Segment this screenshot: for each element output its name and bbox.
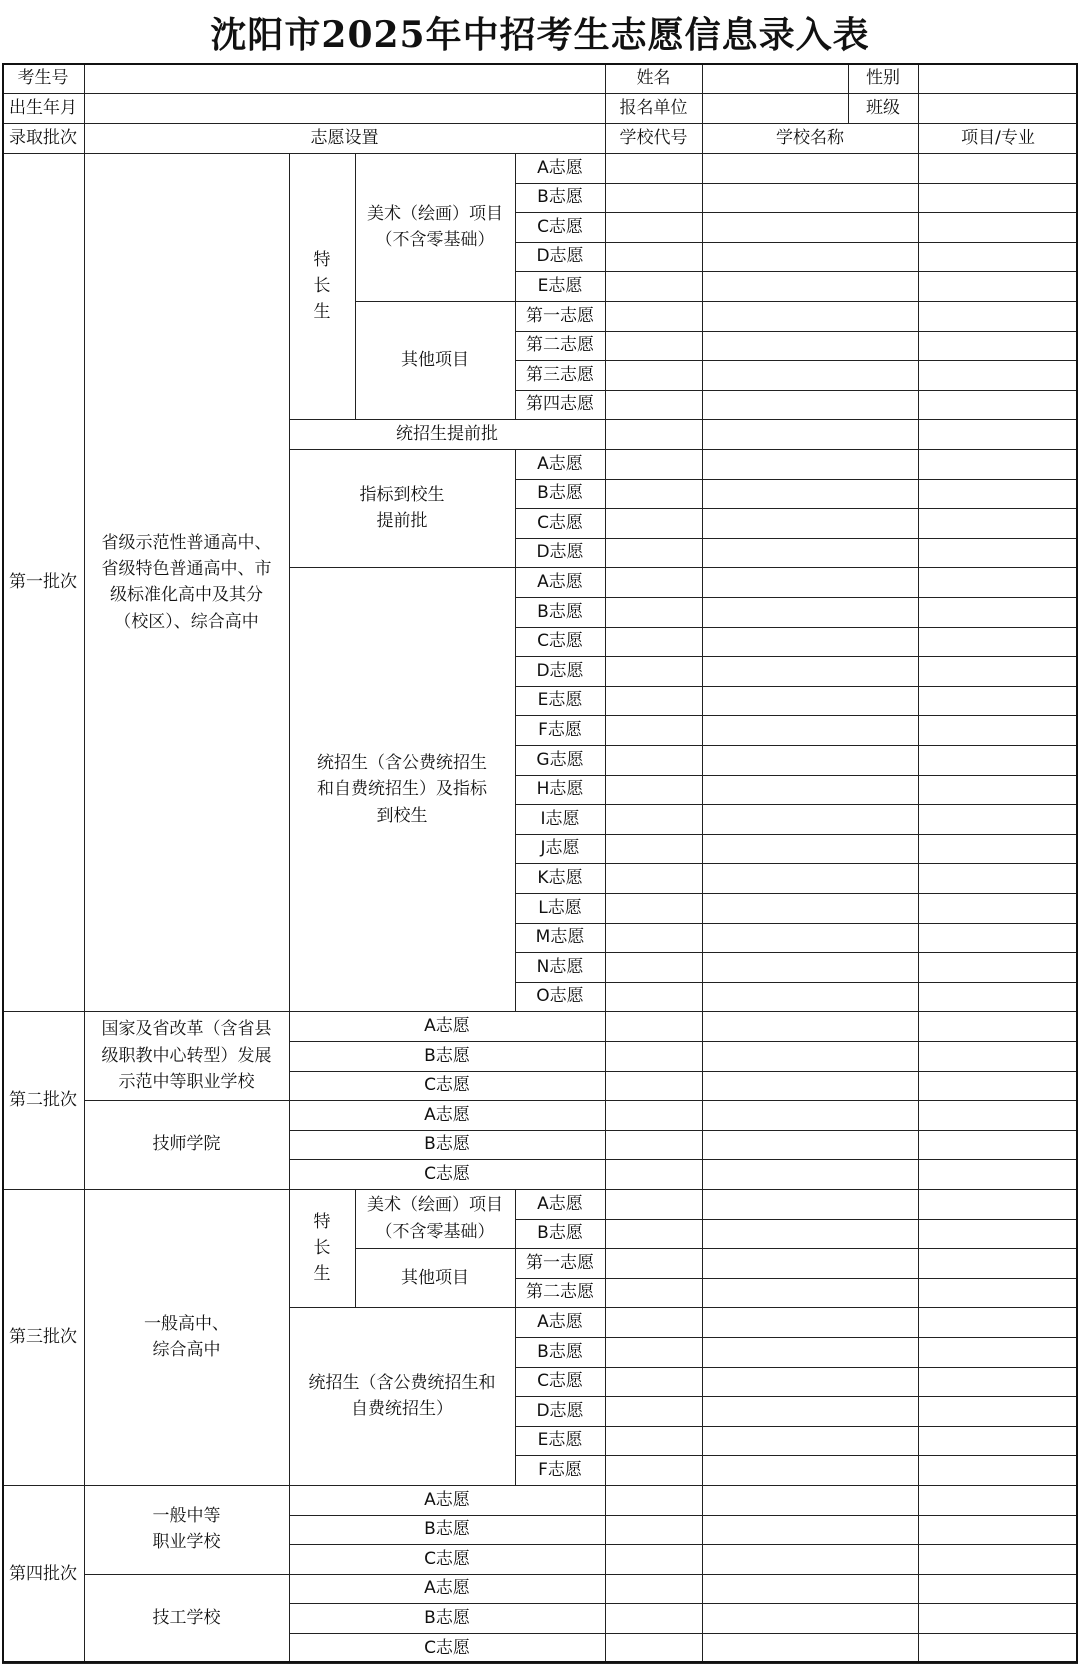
- volunteer-label: B志愿: [537, 1341, 583, 1362]
- major-input[interactable]: [918, 982, 1078, 1012]
- school-code-input[interactable]: [605, 419, 702, 449]
- school-code-input[interactable]: [605, 715, 702, 745]
- school-code-input[interactable]: [605, 1455, 702, 1485]
- school-name-input[interactable]: [702, 567, 918, 597]
- school-code-input[interactable]: [605, 597, 702, 627]
- page-title: 沈阳市2025年中招考生志愿信息录入表: [210, 14, 870, 56]
- school-name-input[interactable]: [702, 301, 918, 331]
- volunteer-label: B志愿: [424, 1608, 470, 1629]
- school-column-header: 学校名称: [776, 127, 844, 148]
- school-name-input[interactable]: [702, 538, 918, 568]
- major-input[interactable]: [918, 804, 1078, 834]
- school-name-input[interactable]: [702, 982, 918, 1012]
- table-rule: [2, 93, 1078, 94]
- table-rule: [515, 153, 516, 419]
- volunteer-label: C志愿: [537, 512, 583, 533]
- volunteer-label: 第二志愿: [526, 335, 594, 356]
- volunteer-label: B志愿: [537, 601, 583, 622]
- volunteer-label: H志愿: [536, 779, 584, 800]
- student-id-label: 考生号: [17, 67, 69, 88]
- table-rule: [355, 1189, 356, 1307]
- school-code-input[interactable]: [605, 1248, 702, 1278]
- student-id-field[interactable]: [84, 63, 605, 93]
- major-input[interactable]: [918, 627, 1078, 657]
- school-name-input[interactable]: [702, 1248, 918, 1278]
- major-input[interactable]: [918, 893, 1078, 923]
- school-name-input[interactable]: [702, 153, 918, 183]
- volunteer-label: E志愿: [537, 1430, 583, 1451]
- table-rule: [515, 1189, 516, 1485]
- major-input[interactable]: [918, 1367, 1078, 1397]
- table-rule: [355, 301, 515, 302]
- batch-column-header: 录取批次: [9, 127, 77, 148]
- volunteer-label: E志愿: [537, 276, 583, 297]
- table-rule: [289, 153, 515, 154]
- unified-early-label: 统招生提前批: [396, 424, 498, 445]
- school-code-input[interactable]: [605, 449, 702, 479]
- major-input[interactable]: [918, 183, 1078, 213]
- major-input[interactable]: [918, 1337, 1078, 1367]
- school-code-input[interactable]: [605, 863, 702, 893]
- school-group-label-6: 技工学校: [152, 1608, 221, 1629]
- school-code-input[interactable]: [605, 1396, 702, 1426]
- school-code-input[interactable]: [605, 834, 702, 864]
- school-code-input[interactable]: [605, 1426, 702, 1456]
- school-code-input[interactable]: [605, 183, 702, 213]
- major-input[interactable]: [918, 1426, 1078, 1456]
- major-input[interactable]: [918, 1307, 1078, 1337]
- volunteer-label: A志愿: [537, 1193, 583, 1214]
- school-name-input[interactable]: [702, 1515, 918, 1545]
- school-code-input[interactable]: [605, 1633, 702, 1663]
- table-rule: [84, 153, 85, 1663]
- school-name-input[interactable]: [702, 1071, 918, 1101]
- volunteer-label: B志愿: [424, 1045, 470, 1066]
- b3-other-project-label: 其他项目: [401, 1267, 469, 1288]
- special-talent-label: 特 长 生: [313, 249, 331, 323]
- school-name-input[interactable]: [702, 508, 918, 538]
- major-input[interactable]: [918, 212, 1078, 242]
- unit-label: 报名单位: [619, 97, 688, 118]
- school-name-input[interactable]: [702, 1189, 918, 1219]
- volunteer-label: O志愿: [536, 986, 584, 1007]
- major-input[interactable]: [918, 952, 1078, 982]
- class-field[interactable]: [918, 93, 1078, 123]
- school-name-input[interactable]: [702, 1396, 918, 1426]
- table-rule: [605, 1663, 1078, 1664]
- school-name-input[interactable]: [702, 1219, 918, 1249]
- major-input[interactable]: [918, 745, 1078, 775]
- other-project-label: 其他项目: [401, 350, 469, 371]
- art-project-label: 美术（绘画）项目 （不含零基础）: [367, 203, 503, 250]
- school-code-input[interactable]: [605, 360, 702, 390]
- major-input[interactable]: [918, 1159, 1078, 1189]
- table-rule: [289, 1663, 605, 1664]
- school-code-input[interactable]: [605, 479, 702, 509]
- volunteer-label: D志愿: [536, 660, 584, 681]
- major-input[interactable]: [918, 1248, 1078, 1278]
- table-rule: [84, 63, 85, 153]
- school-name-input[interactable]: [702, 1307, 918, 1337]
- volunteer-label: F志愿: [538, 720, 582, 741]
- volunteer-label: L志愿: [538, 897, 582, 918]
- major-input[interactable]: [918, 331, 1078, 361]
- school-code-input[interactable]: [605, 331, 702, 361]
- volunteer-label: C志愿: [424, 1548, 470, 1569]
- volunteer-label: K志愿: [537, 868, 583, 889]
- code-column-header: 学校代号: [619, 127, 688, 148]
- school-code-input[interactable]: [605, 923, 702, 953]
- volunteer-label: B志愿: [424, 1519, 470, 1540]
- school-name-input[interactable]: [702, 804, 918, 834]
- school-code-input[interactable]: [605, 1219, 702, 1249]
- unified-quota-label: 统招生（含公费统招生 和自费统招生）及指标 到校生: [317, 752, 487, 826]
- major-input[interactable]: [918, 1574, 1078, 1604]
- school-group-label-1: 省级示范性普通高中、 省级特色普通高中、市 级标准化高中及其分 （校区）、综合高中: [101, 532, 272, 632]
- major-input[interactable]: [918, 153, 1078, 183]
- b3-art-project-label: 美术（绘画）项目 （不含零基础）: [367, 1195, 503, 1242]
- volunteer-label: D志愿: [536, 542, 584, 563]
- school-code-input[interactable]: [605, 656, 702, 686]
- table-rule: [289, 567, 515, 568]
- school-code-input[interactable]: [605, 1159, 702, 1189]
- table-rule: [515, 449, 516, 1011]
- school-name-input[interactable]: [702, 1633, 918, 1663]
- name-label: 姓名: [636, 67, 671, 88]
- major-input[interactable]: [918, 686, 1078, 716]
- volunteer-label: G志愿: [536, 749, 584, 770]
- table-rule: [918, 153, 919, 1663]
- school-code-input[interactable]: [605, 567, 702, 597]
- major-input[interactable]: [918, 1278, 1078, 1308]
- table-rule: [84, 1663, 289, 1664]
- volunteer-label: D志愿: [536, 1400, 584, 1421]
- school-code-input[interactable]: [605, 538, 702, 568]
- volunteer-label: A志愿: [424, 1104, 470, 1125]
- school-name-input[interactable]: [702, 745, 918, 775]
- major-input[interactable]: [918, 419, 1078, 449]
- school-name-input[interactable]: [702, 1485, 918, 1515]
- table-rule: [848, 63, 849, 123]
- volunteer-label: 第三志愿: [526, 364, 594, 385]
- school-code-input[interactable]: [605, 1367, 702, 1397]
- major-input[interactable]: [918, 1603, 1078, 1633]
- major-input[interactable]: [918, 775, 1078, 805]
- batch-label-2: 第二批次: [9, 1090, 77, 1111]
- volunteer-label: C志愿: [537, 216, 583, 237]
- school-name-input[interactable]: [702, 1603, 918, 1633]
- school-code-input[interactable]: [605, 686, 702, 716]
- major-input[interactable]: [918, 1455, 1078, 1485]
- school-code-input[interactable]: [605, 1603, 702, 1633]
- major-input[interactable]: [918, 242, 1078, 272]
- major-input[interactable]: [918, 1071, 1078, 1101]
- unit-field[interactable]: [702, 93, 848, 123]
- gender-label: 性别: [866, 67, 900, 88]
- major-input[interactable]: [918, 1515, 1078, 1545]
- major-input[interactable]: [918, 449, 1078, 479]
- volunteer-label: 第二志愿: [526, 1282, 594, 1303]
- volunteer-label: A志愿: [424, 1578, 470, 1599]
- batch-label-1: 第一批次: [9, 572, 77, 593]
- school-group-label-4: 一般高中、 综合高中: [144, 1313, 229, 1360]
- volunteer-label: 第四志愿: [526, 394, 594, 415]
- school-code-input[interactable]: [605, 1011, 702, 1041]
- table-rule: [2, 63, 1078, 64]
- table-rule: [918, 123, 919, 153]
- major-input[interactable]: [918, 1633, 1078, 1663]
- table-rule: [2, 123, 1078, 124]
- volunteer-label: A志愿: [537, 157, 583, 178]
- school-name-input[interactable]: [702, 597, 918, 627]
- volunteer-label: D志愿: [536, 246, 584, 267]
- major-input[interactable]: [918, 538, 1078, 568]
- school-code-input[interactable]: [605, 242, 702, 272]
- school-name-input[interactable]: [702, 1100, 918, 1130]
- major-input[interactable]: [918, 863, 1078, 893]
- school-name-input[interactable]: [702, 923, 918, 953]
- major-input[interactable]: [918, 1544, 1078, 1574]
- volunteer-label: B志愿: [537, 1223, 583, 1244]
- school-code-input[interactable]: [605, 1515, 702, 1545]
- volunteer-label: B志愿: [424, 1134, 470, 1155]
- b3-unified-label: 统招生（含公费统招生和 自费统招生）: [308, 1372, 496, 1420]
- major-column-header: 项目/专业: [961, 127, 1035, 148]
- volunteer-label: C志愿: [424, 1075, 470, 1096]
- school-code-input[interactable]: [605, 301, 702, 331]
- school-code-input[interactable]: [605, 1278, 702, 1308]
- b3-special-talent-label: 特 长 生: [313, 1211, 331, 1285]
- school-name-input[interactable]: [702, 1426, 918, 1456]
- table-rule: [605, 63, 606, 153]
- volunteer-label: F志愿: [538, 1460, 582, 1481]
- setting-column-header: 志愿设置: [310, 127, 379, 148]
- school-code-input[interactable]: [605, 212, 702, 242]
- school-name-input[interactable]: [702, 1337, 918, 1367]
- gender-field[interactable]: [918, 63, 1078, 93]
- volunteer-label: C志愿: [537, 1371, 583, 1392]
- volunteer-label: B志愿: [537, 483, 583, 504]
- table-rule: [289, 1307, 515, 1308]
- school-code-input[interactable]: [605, 1307, 702, 1337]
- school-name-input[interactable]: [702, 715, 918, 745]
- school-code-input[interactable]: [605, 271, 702, 301]
- school-group-label-5: 一般中等 职业学校: [152, 1506, 221, 1553]
- school-code-input[interactable]: [605, 982, 702, 1012]
- school-code-input[interactable]: [605, 893, 702, 923]
- major-input[interactable]: [918, 301, 1078, 331]
- table-rule: [515, 419, 605, 420]
- major-input[interactable]: [918, 1219, 1078, 1249]
- school-name-input[interactable]: [702, 1455, 918, 1485]
- major-input[interactable]: [918, 271, 1078, 301]
- school-name-input[interactable]: [702, 419, 918, 449]
- school-name-input[interactable]: [702, 390, 918, 420]
- volunteer-label: A志愿: [537, 572, 583, 593]
- major-input[interactable]: [918, 1485, 1078, 1515]
- birth-label: 出生年月: [9, 97, 77, 118]
- batch-label-3: 第三批次: [9, 1326, 77, 1347]
- major-input[interactable]: [918, 715, 1078, 745]
- major-input[interactable]: [918, 360, 1078, 390]
- major-input[interactable]: [918, 1041, 1078, 1071]
- volunteer-label: C志愿: [537, 631, 583, 652]
- school-group-label-2: 国家及省改革（含省县 级职教中心转型）发展 示范中等职业学校: [101, 1019, 272, 1092]
- school-code-input[interactable]: [605, 1071, 702, 1101]
- school-code-input[interactable]: [605, 1130, 702, 1160]
- table-rule: [289, 153, 290, 1663]
- school-code-input[interactable]: [605, 153, 702, 183]
- table-rule: [605, 153, 606, 1663]
- school-code-input[interactable]: [605, 1337, 702, 1367]
- school-code-input[interactable]: [605, 1574, 702, 1604]
- table-rule: [702, 153, 703, 1663]
- major-input[interactable]: [918, 1189, 1078, 1219]
- school-name-input[interactable]: [702, 331, 918, 361]
- school-group-label-3: 技师学院: [152, 1134, 221, 1155]
- volunteer-label: A志愿: [537, 453, 583, 474]
- table-rule: [702, 63, 703, 153]
- major-input[interactable]: [918, 834, 1078, 864]
- school-code-input[interactable]: [605, 508, 702, 538]
- volunteer-label: C志愿: [424, 1164, 470, 1185]
- volunteer-label: A志愿: [424, 1489, 470, 1510]
- name-field[interactable]: [702, 63, 848, 93]
- volunteer-label: 第一志愿: [526, 1252, 594, 1273]
- major-input[interactable]: [918, 1011, 1078, 1041]
- school-name-input[interactable]: [702, 183, 918, 213]
- major-input[interactable]: [918, 567, 1078, 597]
- table-rule: [2, 1663, 84, 1664]
- quota-early-label: 指标到校生 提前批: [359, 484, 445, 532]
- school-code-input[interactable]: [605, 952, 702, 982]
- school-name-input[interactable]: [702, 627, 918, 657]
- major-input[interactable]: [918, 1130, 1078, 1160]
- school-code-input[interactable]: [605, 745, 702, 775]
- class-label: 班级: [866, 97, 900, 118]
- school-name-input[interactable]: [702, 1159, 918, 1189]
- volunteer-label: N志愿: [536, 956, 584, 977]
- school-name-input[interactable]: [702, 1544, 918, 1574]
- major-input[interactable]: [918, 656, 1078, 686]
- volunteer-label: B志愿: [537, 187, 583, 208]
- school-name-input[interactable]: [702, 834, 918, 864]
- batch-label-4: 第四批次: [9, 1563, 77, 1584]
- school-name-input[interactable]: [702, 242, 918, 272]
- school-code-input[interactable]: [605, 804, 702, 834]
- volunteer-label: M志愿: [535, 927, 585, 948]
- school-name-input[interactable]: [702, 1041, 918, 1071]
- school-code-input[interactable]: [605, 1485, 702, 1515]
- school-name-input[interactable]: [702, 479, 918, 509]
- table-rule: [289, 419, 515, 420]
- table-rule: [355, 153, 356, 419]
- school-name-input[interactable]: [702, 271, 918, 301]
- volunteer-label: I志愿: [540, 808, 580, 829]
- school-name-input[interactable]: [702, 893, 918, 923]
- school-name-input[interactable]: [702, 686, 918, 716]
- school-name-input[interactable]: [702, 1011, 918, 1041]
- volunteer-label: J志愿: [540, 838, 580, 859]
- volunteer-label: 第一志愿: [526, 305, 594, 326]
- school-code-input[interactable]: [605, 1189, 702, 1219]
- school-name-input[interactable]: [702, 449, 918, 479]
- table-rule: [918, 63, 919, 123]
- major-input[interactable]: [918, 1396, 1078, 1426]
- major-input[interactable]: [918, 479, 1078, 509]
- school-name-input[interactable]: [702, 775, 918, 805]
- school-code-input[interactable]: [605, 1544, 702, 1574]
- school-name-input[interactable]: [702, 656, 918, 686]
- major-input[interactable]: [918, 390, 1078, 420]
- volunteer-label: C志愿: [424, 1637, 470, 1658]
- school-name-input[interactable]: [702, 952, 918, 982]
- major-input[interactable]: [918, 923, 1078, 953]
- school-name-input[interactable]: [702, 360, 918, 390]
- school-code-input[interactable]: [605, 1041, 702, 1071]
- school-code-input[interactable]: [605, 1100, 702, 1130]
- school-name-input[interactable]: [702, 1367, 918, 1397]
- school-name-input[interactable]: [702, 212, 918, 242]
- school-name-input[interactable]: [702, 1278, 918, 1308]
- school-code-input[interactable]: [605, 390, 702, 420]
- school-code-input[interactable]: [605, 775, 702, 805]
- table-rule: [355, 1248, 515, 1249]
- major-input[interactable]: [918, 1100, 1078, 1130]
- volunteer-label: A志愿: [537, 1312, 583, 1333]
- major-input[interactable]: [918, 508, 1078, 538]
- birth-field[interactable]: [84, 93, 605, 123]
- school-name-input[interactable]: [702, 1130, 918, 1160]
- volunteer-label: E志愿: [537, 690, 583, 711]
- school-code-input[interactable]: [605, 627, 702, 657]
- school-name-input[interactable]: [702, 863, 918, 893]
- school-name-input[interactable]: [702, 1574, 918, 1604]
- major-input[interactable]: [918, 597, 1078, 627]
- volunteer-label: A志愿: [424, 1016, 470, 1037]
